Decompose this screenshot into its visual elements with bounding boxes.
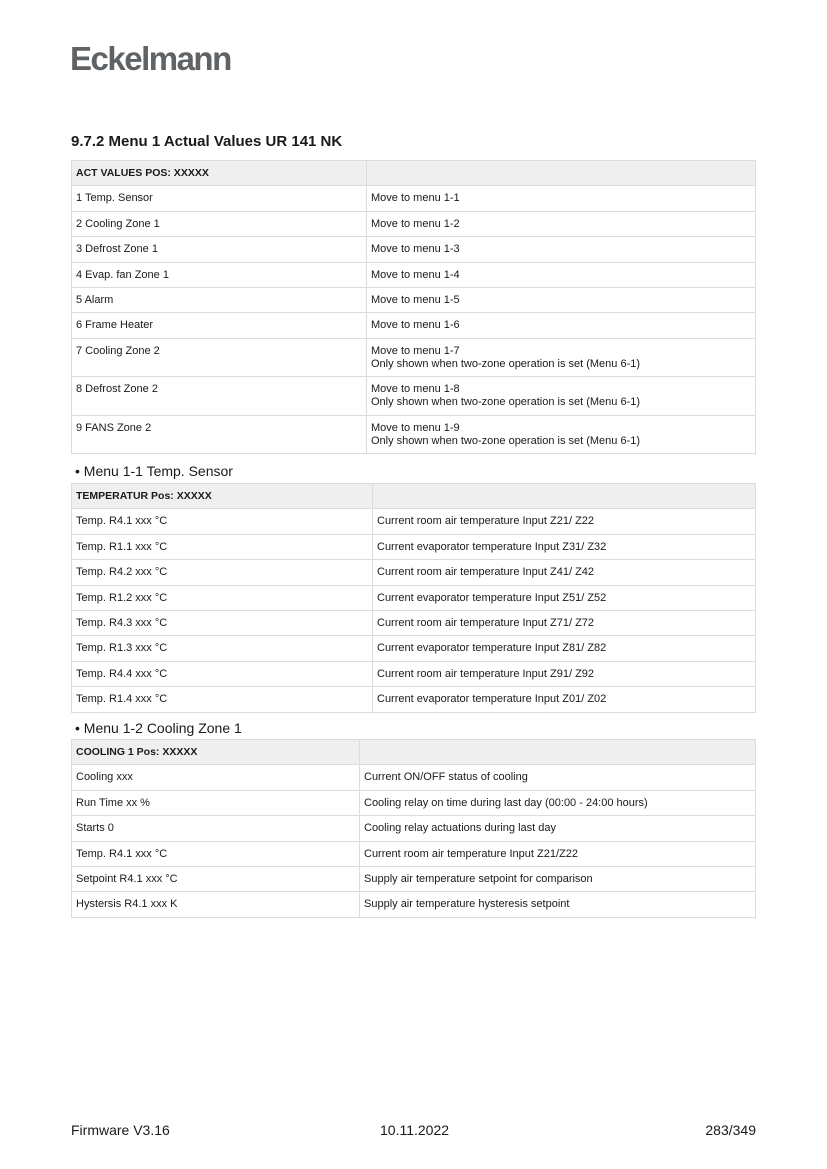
- description-cell: Move to menu 1-8 Only shown when two-zone operation is set (Menu 6-1): [367, 377, 756, 416]
- parameter-cell: Temp. R4.4 xxx °C: [72, 661, 373, 686]
- description-cell: Current room air temperature Input Z21/ Z22: [373, 509, 756, 534]
- parameter-cell: Temp. R4.2 xxx °C: [72, 560, 373, 585]
- table-row: [72, 610, 756, 635]
- description-cell: Current evaporator temperature Input Z81/ Z82: [373, 636, 756, 661]
- table-row: [72, 892, 756, 917]
- table-row: [72, 415, 756, 454]
- description-cell: Move to menu 1-7 Only shown when two-zone operation is set (Menu 6-1): [367, 338, 756, 377]
- description-cell: Current room air temperature Input Z91/ Z92: [373, 661, 756, 686]
- parameter-cell: 2 Cooling Zone 1: [72, 211, 367, 236]
- description-cell: Cooling relay on time during last day (00:00 - 24:00 hours): [360, 790, 756, 815]
- parameter-cell: Cooling xxx: [72, 765, 360, 790]
- description-cell: Current room air temperature Input Z41/ Z42: [373, 560, 756, 585]
- menu-1-1-heading: • Menu 1-1 Temp. Sensor: [75, 463, 233, 479]
- parameter-cell: Temp. R1.1 xxx °C: [72, 534, 373, 559]
- table-row: [72, 262, 756, 287]
- table-row: [72, 816, 756, 841]
- temp-sensor-table: [71, 483, 756, 713]
- description-cell: Cooling relay actuations during last day: [360, 816, 756, 841]
- table-row: [72, 237, 756, 262]
- act-values-table: [71, 160, 756, 454]
- footer-date: 10.11.2022: [380, 1122, 450, 1138]
- table-row: [72, 841, 756, 866]
- description-cell: Current evaporator temperature Input Z51/ Z52: [373, 585, 756, 610]
- parameter-cell: 7 Cooling Zone 2: [72, 338, 367, 377]
- description-cell: Move to menu 1-5: [367, 287, 756, 312]
- table-row: [72, 687, 756, 712]
- description-cell: Current room air temperature Input Z21/Z22: [360, 841, 756, 866]
- parameter-cell: Hystersis R4.1 xxx K: [72, 892, 360, 917]
- description-cell: Supply air temperature hysteresis setpoint: [360, 892, 756, 917]
- parameter-cell: 3 Defrost Zone 1: [72, 237, 367, 262]
- parameter-cell: Temp. R1.4 xxx °C: [72, 687, 373, 712]
- table-row: [72, 534, 756, 559]
- table-row: [72, 585, 756, 610]
- parameter-cell: Run Time xx %: [72, 790, 360, 815]
- table-row: [72, 338, 756, 377]
- description-cell: Move to menu 1-3: [367, 237, 756, 262]
- table-header-row: [72, 484, 756, 509]
- table-row: [72, 509, 756, 534]
- table-row: [72, 186, 756, 211]
- menu-1-2-heading: • Menu 1-2 Cooling Zone 1: [75, 720, 242, 736]
- cooling-zone-1-table: [71, 739, 756, 918]
- parameter-cell: Temp. R4.1 xxx °C: [72, 509, 373, 534]
- parameter-cell: Temp. R4.3 xxx °C: [72, 610, 373, 635]
- parameter-cell: 5 Alarm: [72, 287, 367, 312]
- parameter-cell: Setpoint R4.1 xxx °C: [72, 866, 360, 891]
- description-cell: Supply air temperature setpoint for comparison: [360, 866, 756, 891]
- parameter-cell: 4 Evap. fan Zone 1: [72, 262, 367, 287]
- parameter-cell: 6 Frame Heater: [72, 313, 367, 338]
- description-cell: Move to menu 1-4: [367, 262, 756, 287]
- eckelmann-logo: Eckelmann: [70, 40, 231, 77]
- table-row: [72, 287, 756, 312]
- header-cell: [373, 484, 756, 509]
- parameter-cell: Temp. R1.3 xxx °C: [72, 636, 373, 661]
- section-title: 9.7.2 Menu 1 Actual Values UR 141 NK: [71, 133, 343, 150]
- footer-page-number: 283/349: [705, 1122, 756, 1138]
- table-header-row: [72, 161, 756, 186]
- parameter-cell: Temp. R4.1 xxx °C: [72, 841, 360, 866]
- table-row: [72, 560, 756, 585]
- header-cell: TEMPERATUR Pos: XXXXX: [72, 484, 373, 509]
- description-cell: Current room air temperature Input Z71/ Z72: [373, 610, 756, 635]
- table-header-row: [72, 740, 756, 765]
- table-row: [72, 765, 756, 790]
- parameter-cell: 8 Defrost Zone 2: [72, 377, 367, 416]
- parameter-cell: 1 Temp. Sensor: [72, 186, 367, 211]
- parameter-cell: Temp. R1.2 xxx °C: [72, 585, 373, 610]
- description-cell: Current evaporator temperature Input Z31/ Z32: [373, 534, 756, 559]
- footer-firmware: Firmware V3.16: [71, 1122, 170, 1138]
- description-cell: Current ON/OFF status of cooling: [360, 765, 756, 790]
- table-row: [72, 790, 756, 815]
- description-cell: Move to menu 1-6: [367, 313, 756, 338]
- header-cell: [360, 740, 756, 765]
- header-cell: COOLING 1 Pos: XXXXX: [72, 740, 360, 765]
- description-cell: Move to menu 1-1: [367, 186, 756, 211]
- header-cell: [367, 161, 756, 186]
- description-cell: Move to menu 1-9 Only shown when two-zone operation is set (Menu 6-1): [367, 415, 756, 454]
- table-row: [72, 313, 756, 338]
- description-cell: Current evaporator temperature Input Z01/ Z02: [373, 687, 756, 712]
- table-row: [72, 377, 756, 416]
- table-row: [72, 636, 756, 661]
- description-cell: Move to menu 1-2: [367, 211, 756, 236]
- table-row: [72, 211, 756, 236]
- header-cell: ACT VALUES POS: XXXXX: [72, 161, 367, 186]
- table-row: [72, 661, 756, 686]
- parameter-cell: 9 FANS Zone 2: [72, 415, 367, 454]
- parameter-cell: Starts 0: [72, 816, 360, 841]
- table-row: [72, 866, 756, 891]
